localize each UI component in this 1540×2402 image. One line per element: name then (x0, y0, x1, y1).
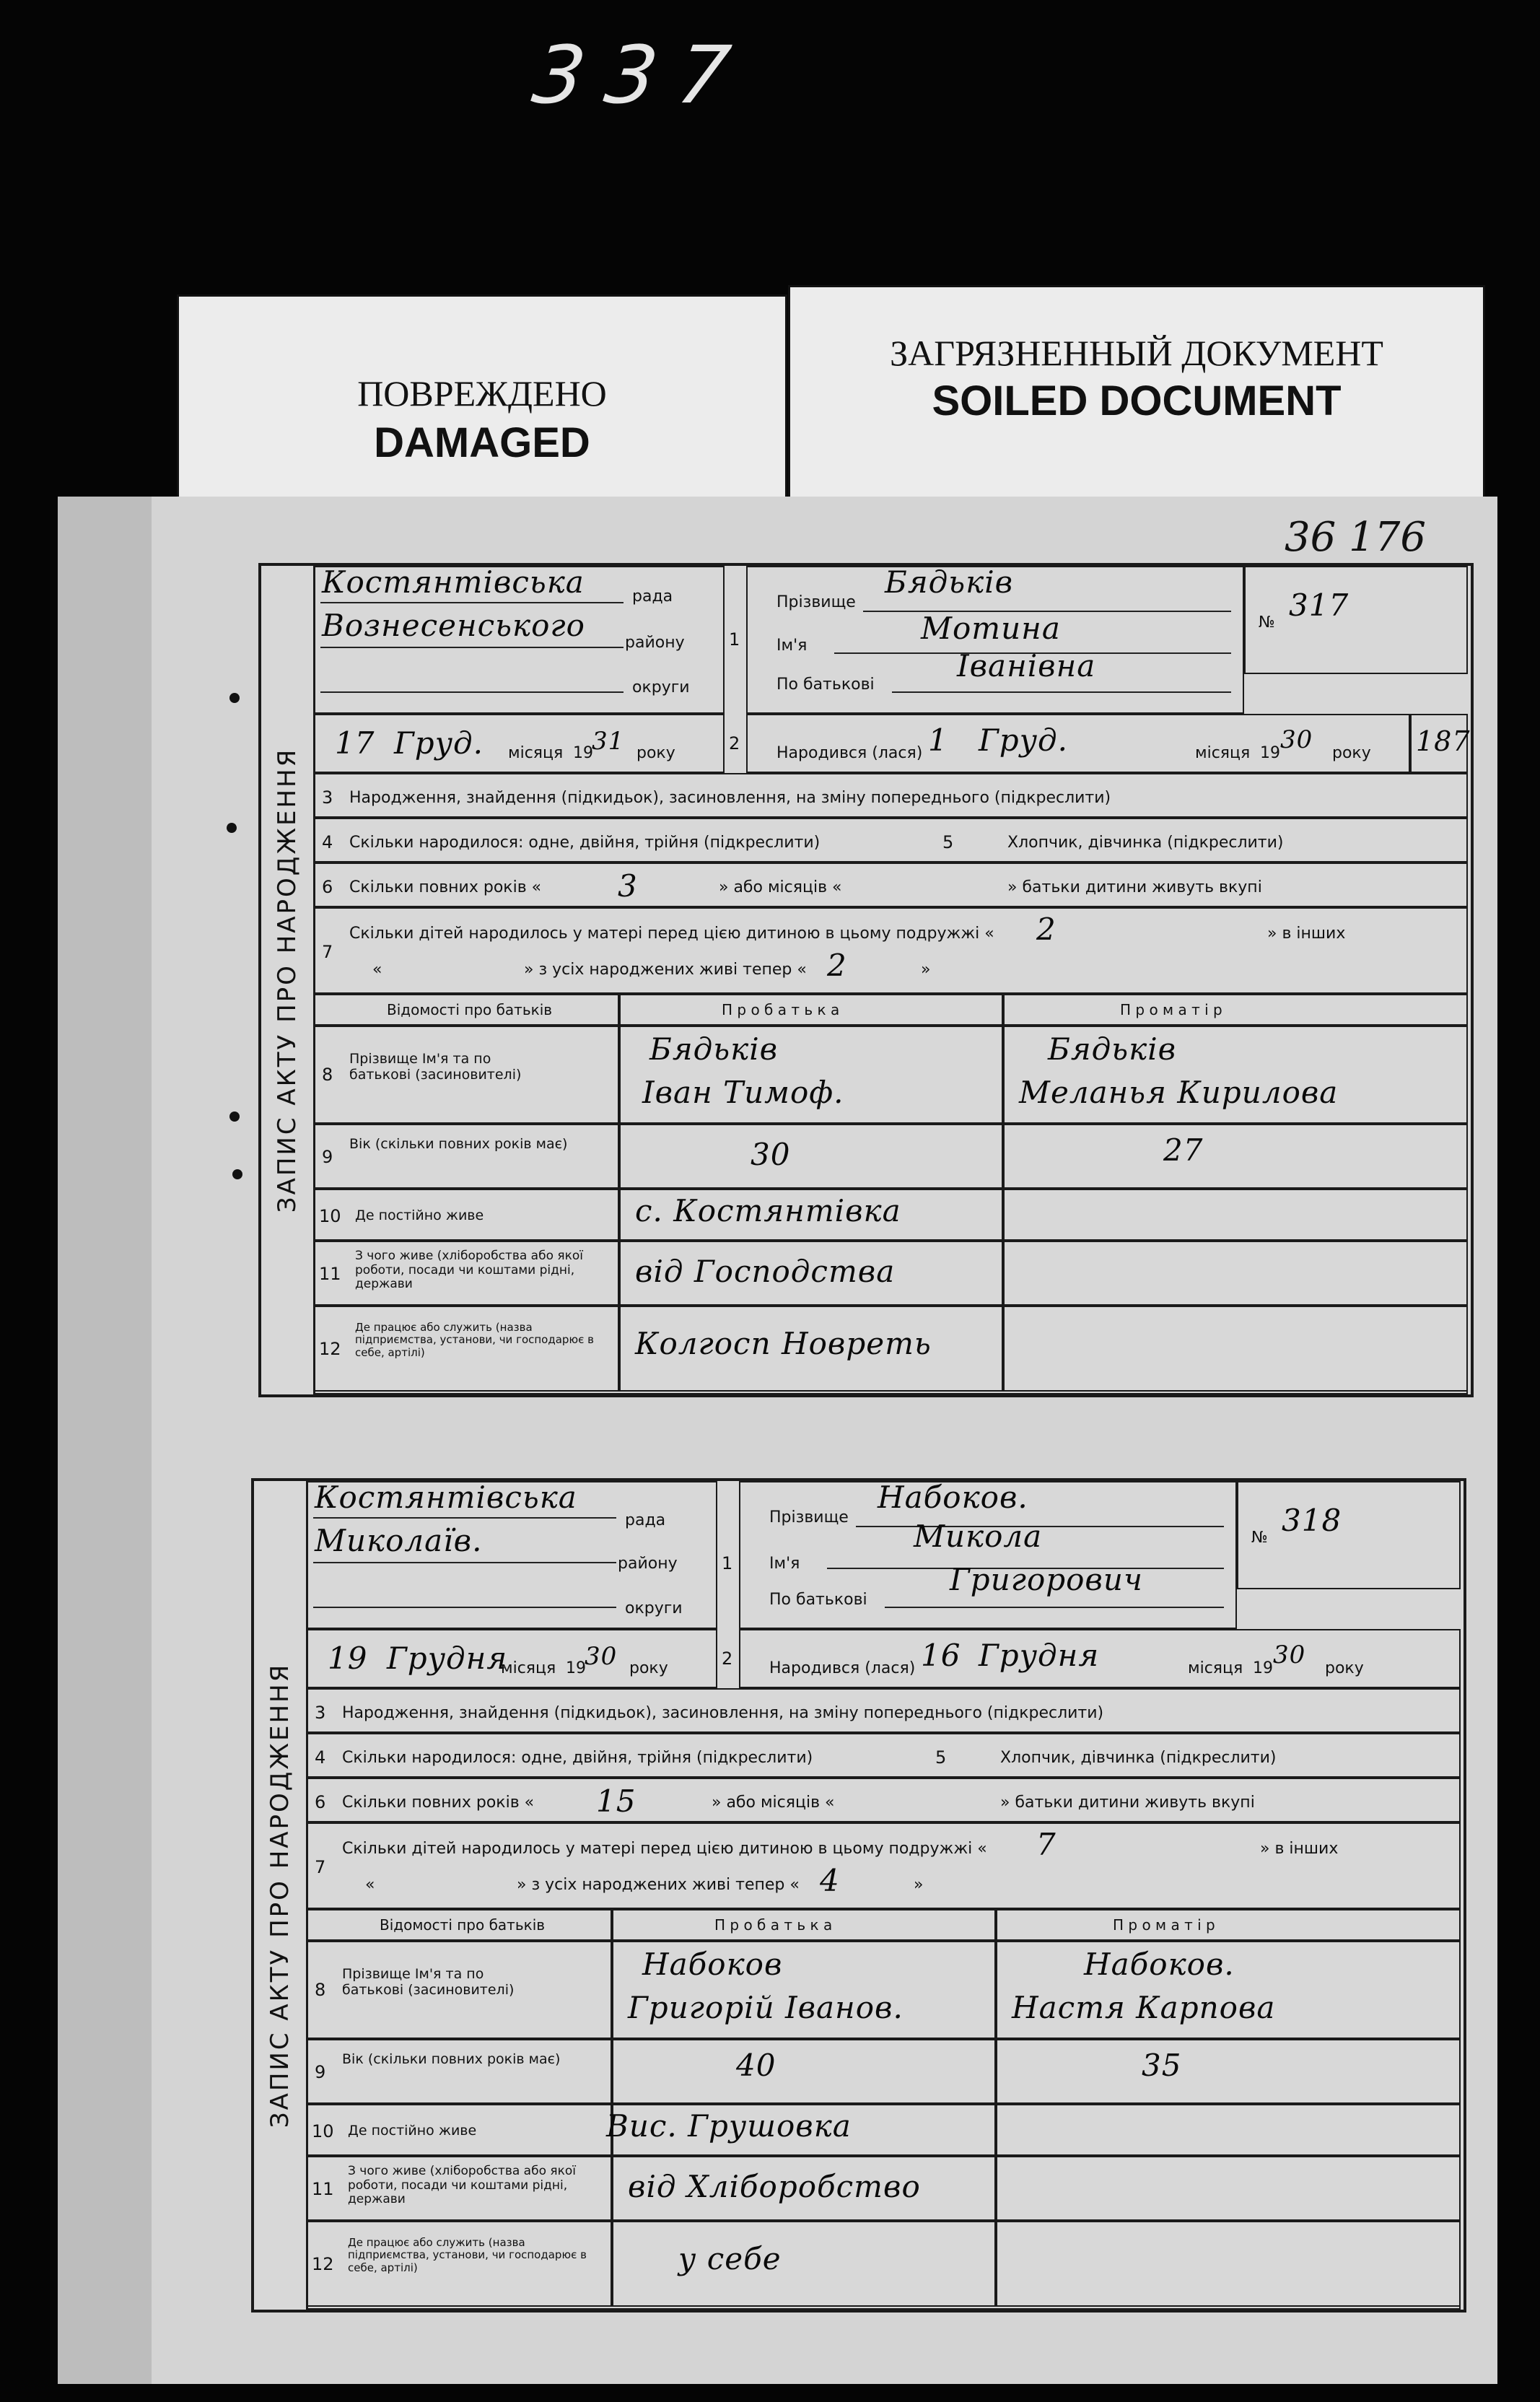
birth-record-1: ЗАПИС АКТУ ПРО НАРОДЖЕННЯ Костянтівська рада Вознесенського району округи 1 Прізвище Бядьків Ім'я Мотина По батькові Іванівна № 317 17 Груд. місяця 19 31 року 2 Народився (лася) 1 Груд. місяця 19 30 року 187 3 Народження, знайдення (підкидьок), засиновлення, на зміну попереднього (підкреслити) 4 Скільки народилося: одне, двійня, трійня (підкреслити) 5 Хлопчик, дівчинка (підкреслити) 6 Скільки повних років « 3 » або місяців « » батьки дитини живуть вкупі 7 Скільки дітей народилось у матері перед цією дитиною в цьому подружжі « 2 » в інших « » з усіх народжених живі тепер « 2 » Відомості про батьків П р о б а т ь к а П р о м а т і р 8 Прізвище Ім'я та по батькові (засиновителі) Бядьків Іван Тимоф. Бядьків Меланья Кирилова 9 Вік (скільки повних років має) 30 27 10 Де постійно живе с. Костянтівка 11 З чого живе (хліборобства або якої роботи, посади чи коштами рідні, держави від Господства 12 Де працює або служить (назва підприємства, установи, чи господарює в себе, артілі) Колгосп Новреть (258, 563, 1474, 1397)
number-label: № (1259, 613, 1275, 632)
mother-surname: Бядьків (1048, 1031, 1177, 1067)
rada-value: Костянтівська (315, 1480, 577, 1515)
born-label: Народився (лася) (776, 744, 923, 762)
children-before: 2 (1036, 912, 1056, 947)
father-residence: с. Костянтівка (635, 1193, 901, 1228)
children-alive: 4 (820, 1863, 840, 1898)
side-number-box (1410, 714, 1471, 773)
birth-day: 16 (921, 1638, 961, 1673)
father-surname: Бядьків (649, 1031, 779, 1067)
record-number: 318 (1282, 1503, 1342, 1538)
mother-name: Настя Карпова (1012, 1990, 1276, 2025)
record-vertical-title: ЗАПИС АКТУ ПРО НАРОДЖЕННЯ (261, 566, 315, 1394)
reg-month: Грудня (387, 1641, 508, 1676)
birth-record-2: ЗАПИС АКТУ ПРО НАРОДЖЕННЯ Костянтівська рада Миколаїв. району округи 1 Прізвище Набоков. Ім'я Микола По батькові Григорович № 318 19 Грудня місяця 19 30 року 2 Народився (лася) 16 Грудня місяця 19 30 року 3 Народження, знайдення (підкидьок), засиновлення, на зміну попереднього (підкреслити) 4 Скільки народилося: одне, двійня, трійня (підкреслити) 5 Хлопчик, дівчинка (підкреслити) 6 Скільки повних років « 15 » або місяців « » батьки дитини живуть вкупі 7 Скільки дітей народилось у матері перед цією дитиною в цьому подружжі « 7 » в інших « » з усіх народжених живі тепер « 4 » Відомості про батьків П р о б а т ь к а П р о м а т і р 8 Прізвище Ім'я та по батькові (засиновителі) Набоков Григорій Іванов. Набоков. Настя Карпова 9 Вік (скільки повних років має) 40 35 10 Де постійно живе Вис. Грушовка 11 З чого живе (хліборобства або якої роботи, посади чи коштами рідні, держави від Хліборобство 12 Де працює або служить (назва підприємства, установи, чи господарює в себе, артілі) у себе (251, 1478, 1466, 2313)
birth-day: 1 (928, 722, 948, 758)
father-livelihood: від Господства (635, 1254, 896, 1289)
birth-month: Груд. (979, 722, 1069, 758)
archive-stamp-number: 337 (528, 29, 757, 121)
birth-date: Народився (лася) 1 Груд. місяця 19 30 року (746, 714, 1410, 773)
soiled-label-en: SOILED DOCUMENT (932, 377, 1342, 424)
name-label: Ім'я (776, 637, 808, 655)
reg-day: 17 (335, 725, 375, 761)
sheet-binding-edge (58, 497, 152, 2384)
year-label: року (636, 744, 675, 762)
damaged-label-ru: ПОВРЕЖДЕНО (357, 373, 607, 414)
row-6-years-together: 6 Скільки повних років « 15 » або місяців « » батьки дитини живуть вкупі (306, 1778, 1461, 1822)
record-number-box (1244, 566, 1468, 674)
children-alive: 2 (827, 948, 847, 983)
father-age: 40 (736, 2048, 776, 2083)
row-4-5: 4 Скільки народилося: одне, двійня, трійня (підкреслити) 5 Хлопчик, дівчинка (підкреслити) (313, 818, 1468, 862)
child-name-block: Прізвище Набоков. Ім'я Микола По батькові Григорович (739, 1481, 1237, 1629)
father-age: 30 (751, 1137, 791, 1172)
binding-hole (227, 823, 237, 833)
reg-day: 19 (328, 1641, 368, 1676)
soiled-label-ru: ЗАГРЯЗНЕННЫЙ ДОКУМЕНТ (890, 333, 1383, 373)
registration-office-block (313, 566, 725, 714)
mother-names (1003, 1026, 1468, 1124)
month-label: місяця (508, 744, 564, 762)
father-work: у себе (678, 2241, 782, 2276)
child-patronymic: Григорович (950, 1562, 1144, 1597)
children-before: 7 (1036, 1827, 1056, 1862)
binding-hole (229, 693, 240, 703)
row-6-years-together: 6 Скільки повних років « 3 » або місяців « » батьки дитини живуть вкупі (313, 862, 1468, 907)
birth-year-suffix: 30 (1273, 1641, 1306, 1669)
damaged-card (177, 294, 787, 519)
binding-hole (232, 1169, 242, 1179)
birth-date: Народився (лася) 16 Грудня місяця 19 30 року (739, 1629, 1461, 1688)
mother-age: 35 (1142, 2048, 1182, 2083)
record-number-box: № 318 (1237, 1481, 1461, 1589)
rada-label: рада (632, 588, 673, 606)
row-7-children: 7 Скільки дітей народилось у матері перед цією дитиною в цьому подружжі « 7 » в інших « » з усіх народжених живі тепер « 4 » (306, 1822, 1461, 1909)
mother-surname: Набоков. (1084, 1947, 1235, 1982)
child-name: Мотина (921, 611, 1061, 646)
raion-value: Миколаїв. (315, 1523, 483, 1558)
soiled-document-card (788, 285, 1485, 520)
page-number-handwritten: 36 176 (1285, 514, 1426, 561)
okrugy-label: округи (632, 678, 690, 696)
child-name: Микола (914, 1519, 1043, 1554)
mother-names (996, 1941, 1461, 2039)
child-name-block (746, 566, 1244, 714)
father-name: Григорій Іванов. (628, 1990, 904, 2025)
patronymic-label: По батькові (776, 676, 875, 694)
row-7-children: 7 Скільки дітей народилось у матері перед цією дитиною в цьому подружжі « 2 » в інших « » з усіх народжених живі тепер « 2 » (313, 907, 1468, 994)
side-number: 187 (1416, 725, 1471, 757)
rada-value: Костянтівська (322, 564, 585, 600)
row-4-5: 4 Скільки народилося: одне, двійня, трійня (підкреслити) 5 Хлопчик, дівчинка (підкреслити) (306, 1733, 1461, 1778)
raion-value: Вознесенського (322, 608, 585, 643)
years-together: 3 (618, 868, 638, 904)
father-names (619, 1026, 1003, 1124)
father-residence: Вис. Грушовка (606, 2108, 852, 2144)
row-3-event-type: 3 Народження, знайдення (підкидьок), засиновлення, на зміну попереднього (підкреслити) (306, 1688, 1461, 1733)
record-vertical-title: ЗАПИС АКТУ ПРО НАРОДЖЕННЯ (254, 1481, 308, 2310)
father-name: Іван Тимоф. (642, 1075, 844, 1110)
birth-month: Грудня (979, 1638, 1100, 1673)
reg-month: Груд. (394, 725, 484, 761)
registration-date: 19 Грудня місяця 19 30 року (306, 1629, 717, 1688)
years-together: 15 (596, 1783, 636, 1819)
raion-label: району (625, 634, 685, 652)
reg-year-suffix: 30 (585, 1642, 618, 1671)
damaged-label-en: DAMAGED (374, 419, 590, 466)
surname-label: Прізвище (776, 593, 856, 611)
mother-name: Меланья Кирилова (1019, 1075, 1339, 1110)
registration-date: 17 Груд. місяця 19 31 року (313, 714, 725, 773)
reg-year-suffix: 31 (592, 727, 625, 756)
father-work: Колгосп Новреть (635, 1326, 932, 1361)
registration-office-block: Костянтівська рада Миколаїв. району округи (306, 1481, 717, 1629)
father-surname: Набоков (642, 1947, 783, 1982)
mother-age: 27 (1163, 1132, 1204, 1168)
birth-year-suffix: 30 (1280, 725, 1313, 754)
father-livelihood: від Хліборобство (628, 2169, 921, 2204)
child-surname: Бядьків (885, 564, 1014, 600)
child-patronymic: Іванівна (957, 648, 1096, 684)
father-names (612, 1941, 996, 2039)
child-surname: Набоков. (878, 1480, 1028, 1515)
binding-hole (229, 1112, 240, 1122)
row-3-event-type: 3 Народження, знайдення (підкидьок), засиновлення, на зміну попереднього (підкреслити) (313, 773, 1468, 818)
record-number: 317 (1289, 588, 1349, 623)
